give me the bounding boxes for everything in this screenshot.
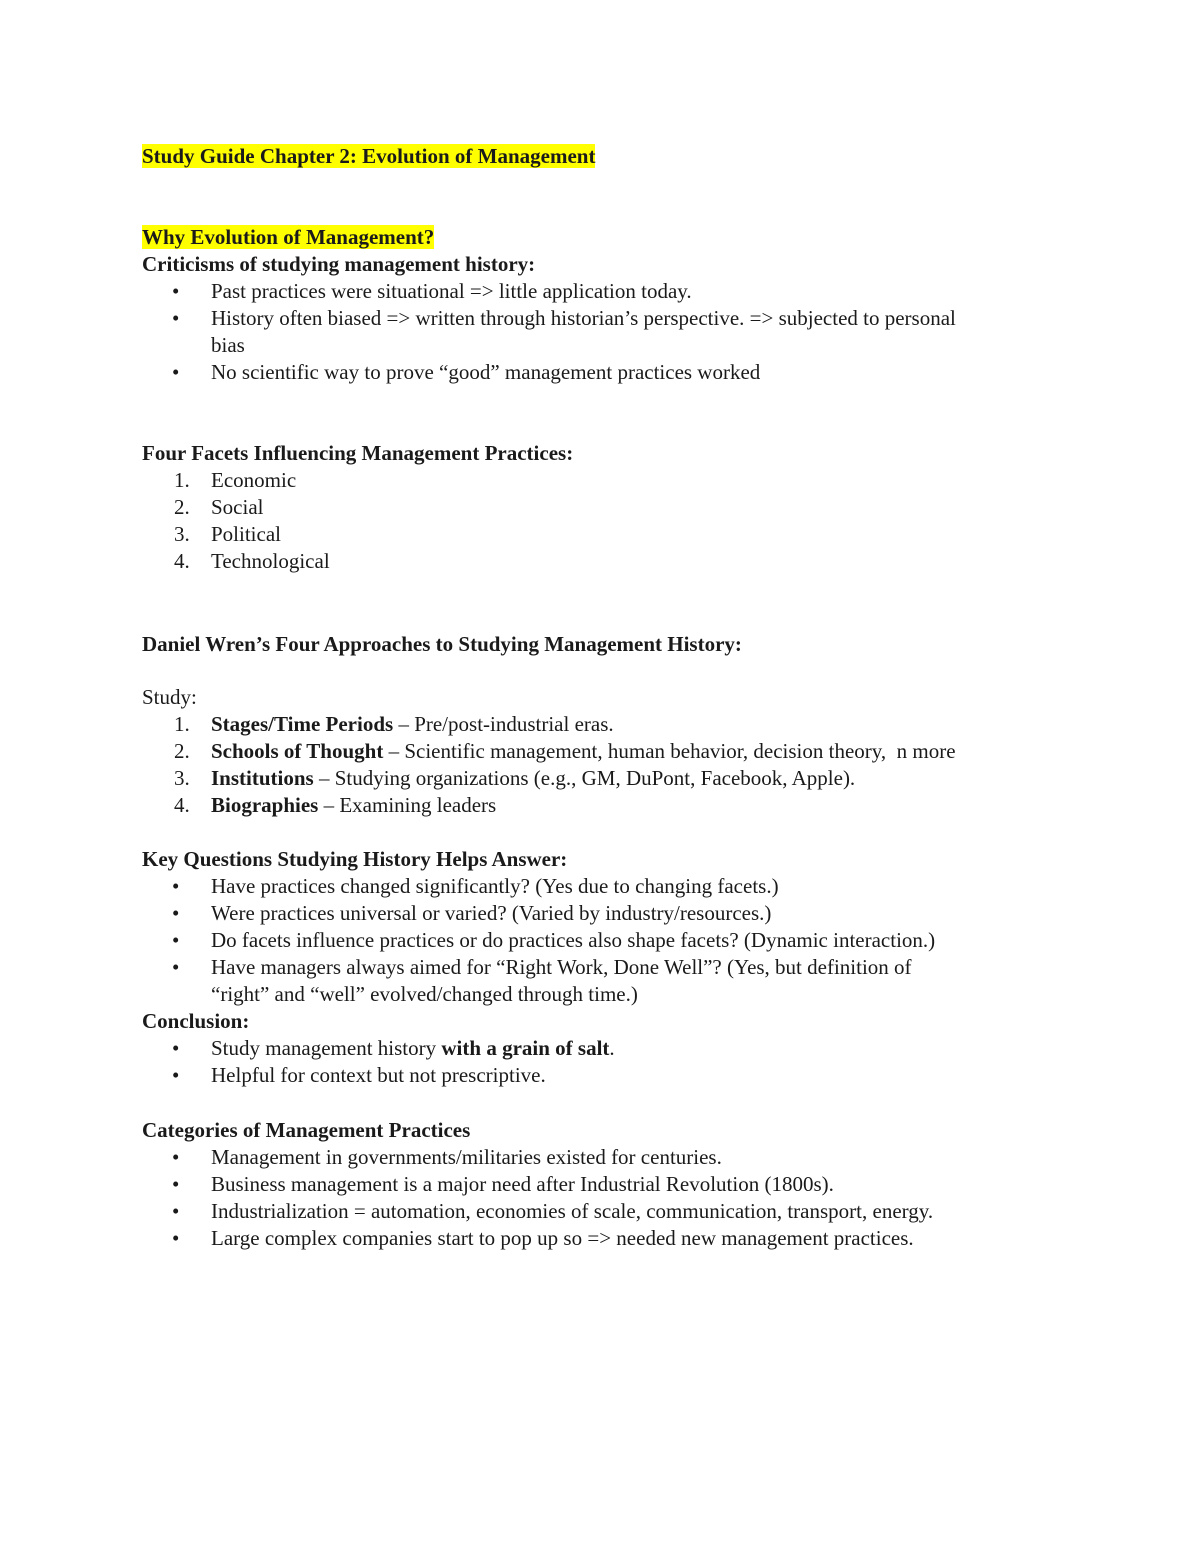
title-highlight: Study Guide Chapter 2: Evolution of Management	[142, 144, 596, 168]
wren-heading: Daniel Wren’s Four Approaches to Studying Management History:	[142, 632, 742, 656]
conclusion-text	[211, 1035, 615, 1062]
approach-desc: – Studying organizations (e.g., GM, DuPont, Facebook, Apple).	[313, 766, 856, 790]
criticism-text: History often biased => written through historian’s perspective. => subjected to personal	[211, 306, 956, 330]
list-number: 1.	[174, 712, 190, 736]
approach-desc: – Scientific management, human behavior, decision theory, n more	[383, 739, 956, 763]
bullet-marker: •	[172, 1199, 180, 1223]
question-text: Were practices universal or varied? (Varied by industry/resources.)	[211, 901, 772, 925]
facets-heading: Four Facets Influencing Management Practices:	[142, 441, 574, 465]
approach-text	[211, 765, 855, 792]
why-heading	[142, 224, 434, 251]
list-number: 3.	[174, 522, 190, 546]
conclusion-text: Helpful for context but not prescriptive.	[211, 1063, 546, 1087]
approach-term: Institutions	[211, 766, 314, 790]
question-text: Do facets influence practices or do practices also shape facets? (Dynamic interaction.)	[211, 928, 936, 952]
bullet-marker: •	[172, 901, 180, 925]
question-text: Have practices changed significantly? (Yes due to changing facets.)	[211, 874, 779, 898]
list-number: 4.	[174, 549, 190, 573]
bullet-marker: •	[172, 1172, 180, 1196]
facet-text: Technological	[211, 549, 330, 573]
bullet-marker: •	[172, 306, 180, 330]
conclusion-heading: Conclusion:	[142, 1009, 250, 1033]
criticism-text-continued: bias	[211, 333, 245, 357]
approach-term: Schools of Thought	[211, 739, 384, 763]
category-text: Business management is a major need after Industrial Revolution (1800s).	[211, 1172, 834, 1196]
bullet-marker: •	[172, 360, 180, 384]
bullet-marker: •	[172, 1036, 180, 1060]
facet-text: Social	[211, 495, 264, 519]
category-text: Large complex companies start to pop up so => needed new management practices.	[211, 1226, 914, 1250]
bullet-marker: •	[172, 279, 180, 303]
approach-desc: – Pre/post-industrial eras.	[393, 712, 614, 736]
criticisms-heading: Criticisms of studying management history:	[142, 252, 536, 276]
key-questions-heading: Key Questions Studying History Helps Answer:	[142, 847, 568, 871]
why-heading-highlight: Why Evolution of Management?	[142, 225, 435, 249]
bullet-marker: •	[172, 874, 180, 898]
list-number: 3.	[174, 766, 190, 790]
approach-text	[211, 792, 496, 819]
approach-term: Biographies	[211, 793, 319, 817]
conclusion-text-pre: Study management history	[211, 1036, 442, 1060]
question-text-continued: “right” and “well” evolved/changed through time.)	[211, 982, 638, 1006]
study-label: Study:	[142, 685, 197, 709]
bullet-marker: •	[172, 1063, 180, 1087]
bullet-marker: •	[172, 1145, 180, 1169]
list-number: 2.	[174, 739, 190, 763]
conclusion-text-bold: with a grain of salt	[441, 1036, 610, 1060]
question-text: Have managers always aimed for “Right Work, Done Well”? (Yes, but definition of	[211, 955, 912, 979]
categories-heading: Categories of Management Practices	[142, 1118, 471, 1142]
bullet-marker: •	[172, 955, 180, 979]
list-number: 1.	[174, 468, 190, 492]
category-text: Industrialization = automation, economies of scale, communication, transport, energy.	[211, 1199, 934, 1223]
bullet-marker: •	[172, 928, 180, 952]
list-number: 2.	[174, 495, 190, 519]
approach-text	[211, 711, 614, 738]
category-text: Management in governments/militaries existed for centuries.	[211, 1145, 722, 1169]
criticism-text: Past practices were situational => little application today.	[211, 279, 692, 303]
list-number: 4.	[174, 793, 190, 817]
bullet-marker: •	[172, 1226, 180, 1250]
criticism-text: No scientific way to prove “good” management practices worked	[211, 360, 761, 384]
approach-desc: – Examining leaders	[318, 793, 497, 817]
facet-text: Economic	[211, 468, 297, 492]
approach-text	[211, 738, 956, 765]
approach-term: Stages/Time Periods	[211, 712, 394, 736]
conclusion-text-post: .	[609, 1036, 615, 1060]
page-title	[142, 143, 595, 170]
facet-text: Political	[211, 522, 281, 546]
